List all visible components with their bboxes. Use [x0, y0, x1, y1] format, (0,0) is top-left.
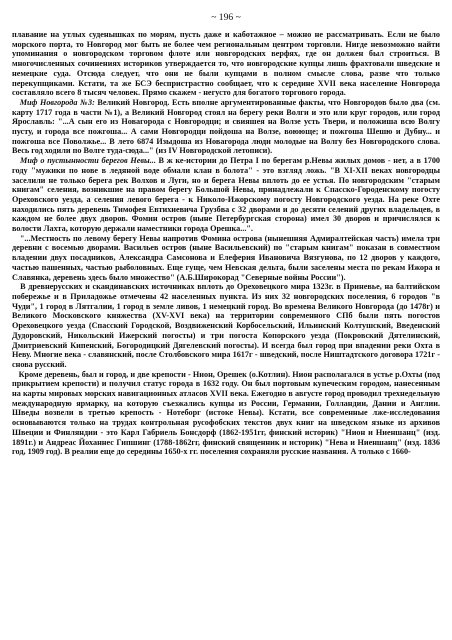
paragraph-lead: Миф Новгорода №3: — [19, 97, 95, 107]
paragraph-sources — [12, 282, 440, 369]
paragraph-1 — [12, 30, 440, 98]
paragraph-text: Великий Новгород. Есть вполне аргументированные факты, что Новгородов было два (см. карту 1717 года в части №1), а Великий Новгород стоял на берегу реки Волги и это или круг городов, или город Ярославль: "...А сын его из Новагорода с Новгородци; и свияшея на Волзе усть Твери, и положиша всю Волгу пусту, и города все пожгоша... А сами Новгородци пойдоша на Волзе, воююще; и пожгоша Шешю и Дубну... и пожгоша все Поволжье... В лето 6874 Изыдоша из Новагорода люди молодые на Волгу без Новгородского слова. Весь год ходили по Волге туда-сюда..." (из IV Новгородской летописи). — [12, 97, 440, 156]
paragraph-nien — [12, 370, 440, 457]
paragraph-text: В ж ке-истории до Петра I по берегам р.Невы жилых домов - нет, а в 1700 году "мужики по нове в ледяной воде обмали клан в болота" - это взгляд ложь. "В XI-XII веках новгородцы заселили не только берега рек Волхов и Луги, но и берега Невы вплоть до ее устья. По новгородским "старым книгам" селения, возникшие на правом берегу Большой Невы, принадлежали к Спасско-Городенскому погосту Ореховского уезда, а селения левого берега - к Николо-Ижорскому погосту Новгородского уезда. На реке Охте находились пять деревень Тимофея Евтихиевича Грузбва с 32 дворами и до десяти селений других владельцев, в каждом не более двух дворов. Фомин остров (ныне Петербургская сторона) имел 30 дворов и причислялся к волости Лахта, которую держали наместники города Орешка...". — [12, 156, 441, 234]
paragraph-text: "...Местность по левому берегу Невы напротив Фомина острова (нынешняя Адмиралтейская часть) имела три деревни с восемью дворами. Васильев остров (ныне Васильевский) по "старым книгам" показан в совместном владении двух посадников, Александра Самсонова и Елеферия Ивановича Вязгунова, по 12 дворов у каждого, частью пашенных, частью рыболовных. Еще гуще, чем Невская дельта, были заселены места по рекам Ижора и Славянка, деревень здесь было множество" (А.Б.Широкорад "Северные войны России"). — [12, 233, 441, 282]
paragraph-myth-neva — [12, 156, 440, 234]
paragraph-text: Кроме деревень, был и город, и две крепости - Нион, Орешек (о.Котлин). Нион располагался в устье р.Охты (под прикрытием крепости) и получил статус города в 1632 году. Он был портовым купеческим городом, нанесенным на карты мировых морских навигационных атласов XVII века. Ежегодно в августе город проводил трехнедельную международную ярмарку, на которую съезжались купцы из России, Германии, Голландии, Дании и Англии. Шведы возвели в третью крепость - Нотеборг (истоке Невы). Кстати, все современные лже-исследования основываются только на трудах контрольная русофобских текстов двух книг на шведском языке из архивов Швеции и Финляндии - это Карл Габриель Бонсдорф (1862-1951гг, финский историк) "Нион и Ниеншанц" (изд. 1891г.) и Андреас Йоханнес Гипшинг (1788-1862гг, финский священник и историк) "Нева и Ниеншанц" (изд. 1836 год, 1909 год). В реалии еще до середины 1650-х гг. поселения сохраняли русские названия. А только с 1660- — [12, 369, 440, 457]
paragraph-quote — [12, 234, 440, 283]
paragraph-text: плавание на утлых суденышках по морям, пусть даже и каботажное – можно не рассматривать. Если не было морского порта, то Новгород мог быть не более чем региональным центром торговли. Нигде невозможно найти упоминания о новгородском торговом флоте или новгородских верфях, где он должен был строиться. В многочисленных сочинениях историков утверждается то, что новгородские купцы лишь фрахтовали шведские и немецкие суда. Отсюда следует, что они не были купцами в полном смысле слова, разве что только перекупщиками. Кстати, та же БСЭ беспристрастно сообщает, что к середине XVII века население Новгорода составляло всего 8 тысяч человек. Прямо скажем - негусто для богатого торгового города. — [12, 30, 440, 98]
paragraph-text: В древнерусских и скандинавских источниках вплоть до Ореховецкого мира 1323г. в Приневье, на балтийском побережье и в Приладожье отмечены 42 населенных пункта. Из них 32 новгородских поселения, 6 городов "в Чуди", 1 город в Лятгалии, 1 город в земле ливов, 1 немецкий город. Во времена Великого Новгорода (до 1478г) и Великого Московского княжества (XV-XVI века) на территории современного СПб были пять погостов Ореховецкого уезда (Спасский Городской, Воздвиженский Корбосельский, Ильинский Колтушский, Введенский Дудоровский, Никольский Ижерский погосты) и три погоста Копорского уезда (Покровский Дятелинский, Дмитриевский Кипенский, Богородицкий Дягелевский погосты). И всегда был город при впадении реки Охта в Неву. Многие века - славянский, после Столбовского мира 1617г - шведский, после Ништадтского договора 1721г - снова русский. — [12, 282, 441, 369]
paragraph-myth-3 — [12, 98, 440, 156]
paragraph-lead: Миф о пустынности берегов Невы... — [20, 156, 156, 166]
page-number: ~ 196 ~ — [211, 12, 241, 23]
